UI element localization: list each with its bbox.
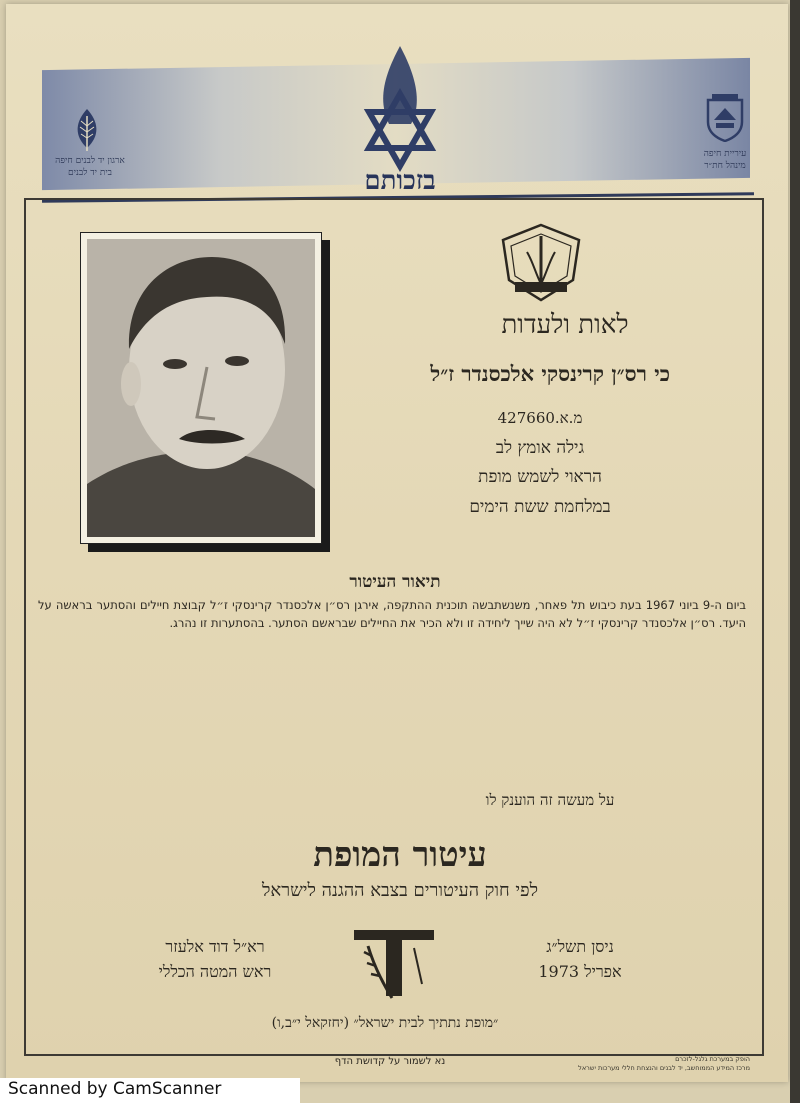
header-right-label-line1: עיריית חיפה bbox=[703, 149, 747, 159]
header-left-label-line2: בית יד לבנים bbox=[67, 168, 113, 178]
sword-olive-emblem-icon bbox=[352, 926, 436, 1002]
hebrew-date: ניסן תשל״ג bbox=[546, 937, 614, 956]
citation-line-2: הראוי לשמש מופת bbox=[478, 467, 602, 487]
citation-line-1: גילה אומץ לב bbox=[495, 438, 585, 458]
scanner-watermark: Scanned by CamScanner bbox=[0, 1078, 300, 1103]
citation-line-3: במלחמת ששת הימים bbox=[469, 497, 611, 517]
signatory-title: ראש המטה הכללי bbox=[158, 962, 272, 981]
header-left-label-line1: ארגון יד לבנים חיפה bbox=[55, 156, 125, 166]
background-edge bbox=[790, 0, 800, 1103]
soldier-name: כי רס״ן קרינסקי אלכסנדר ז״ל bbox=[430, 361, 670, 386]
portrait-figure bbox=[87, 239, 315, 537]
serial-number: 427660.מ.א bbox=[497, 409, 583, 427]
certificate-title: לאות ולעדות bbox=[501, 310, 629, 340]
description-title: תיאור העיטור bbox=[349, 572, 441, 592]
production-credit-line1: הופק במערכת גלגל-לזכרם bbox=[675, 1055, 750, 1063]
verse-quote: ״מופת נתתיך לבית ישראל״ (יחזקאל י״ב,ו) bbox=[271, 1015, 499, 1031]
gregorian-date: אפריל 1973 bbox=[538, 962, 622, 981]
city-emblem-icon bbox=[704, 92, 746, 142]
portrait-photo bbox=[80, 232, 322, 544]
awarded-line: על מעשה זה הוענק לו bbox=[485, 791, 615, 809]
description-text: ביום ה-9 ביוני 1967 בעת כיבוש תל פאחר, משנשתבשה תוכנית ההתקפה, אירגן רס״ן אלכסנדר קרינסקי ז״ל קבוצת חיילים והסתער בראשה על היעד. רס״ן אלכסנדר קרינסקי ז״ל לא היה שייך ליחידה זו ולא הכיר את החיילים שבראשם הסתער. בהסתערות זו נהרג. bbox=[38, 598, 746, 630]
header-left-label bbox=[40, 155, 140, 179]
leaf-icon bbox=[72, 108, 102, 152]
header-right-label-line2: מינהל חת״ר bbox=[704, 161, 746, 171]
header-right-label bbox=[690, 148, 760, 172]
production-credit bbox=[550, 1055, 750, 1073]
medal-name: עיטור המופת bbox=[313, 835, 487, 875]
keep-sacred-note: נא לשמור על קדושת הדף bbox=[334, 1056, 446, 1067]
production-credit-line2: מרכז המידע הממוחשב, יד לבנים והנצחת חללי מערכות ישראל bbox=[578, 1064, 750, 1072]
signatory-name: רא״ל דוד אלעזר bbox=[165, 937, 265, 956]
idf-emblem-icon bbox=[497, 222, 585, 304]
law-line: לפי חוק העיטורים בצבא ההגנה לישראל bbox=[262, 880, 538, 901]
header-center-label: בזכותם bbox=[364, 166, 436, 196]
